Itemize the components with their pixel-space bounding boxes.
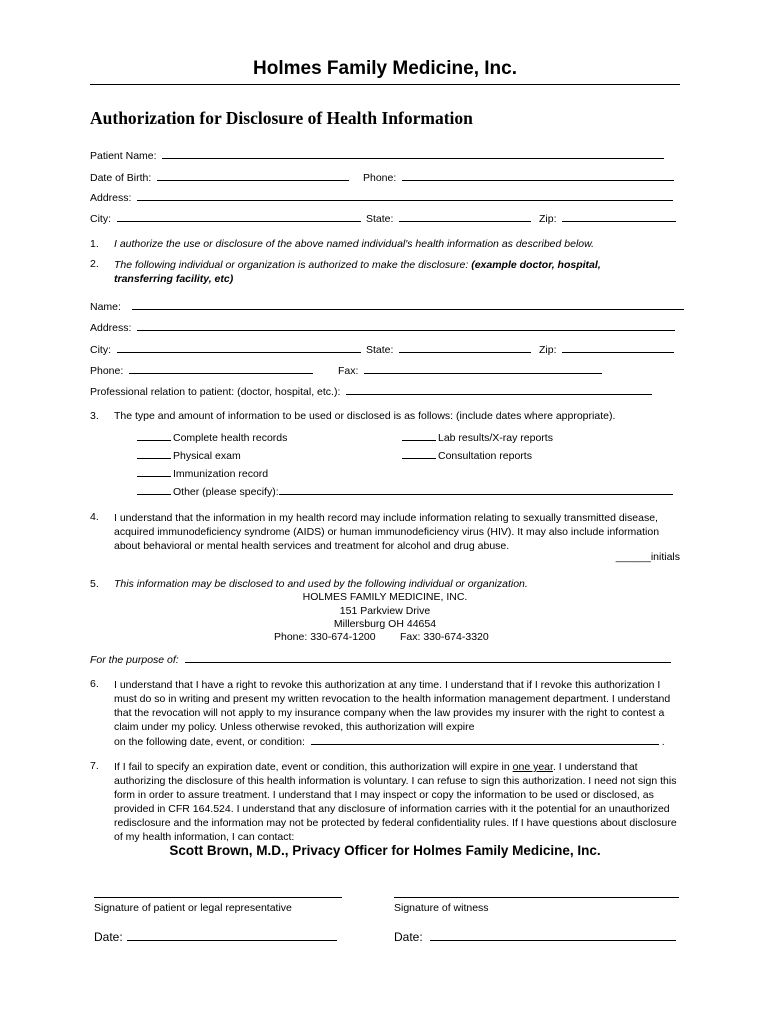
patient-address-label: Address: <box>90 192 132 204</box>
patient-state-field[interactable] <box>399 211 531 222</box>
recipient-name: HOLMES FAMILY MEDICINE, INC. <box>302 591 468 603</box>
discloser-state-label: State: <box>366 344 394 356</box>
patient-dob-row <box>90 170 349 184</box>
patient-dob-field[interactable] <box>157 170 349 181</box>
witness-date-field[interactable] <box>430 930 676 941</box>
discloser-state-field[interactable] <box>399 342 531 353</box>
patient-phone-field[interactable] <box>402 170 674 181</box>
option-label: Complete health records <box>173 432 288 444</box>
discloser-phone-field[interactable] <box>129 363 313 374</box>
purpose-field[interactable] <box>185 652 671 663</box>
discloser-name-field[interactable] <box>132 299 684 310</box>
patient-name-field[interactable] <box>162 148 664 159</box>
form-heading: Authorization for Disclosure of Health Information <box>90 108 473 128</box>
recipient-fax: Fax: 330-674-3320 <box>400 631 489 643</box>
option-other[interactable] <box>137 484 673 498</box>
item-5-text: This information may be disclosed to and used by the following individual or organization. <box>114 578 528 590</box>
expiration-row <box>114 734 665 748</box>
witness-date-row <box>394 930 676 944</box>
checkbox-blank[interactable] <box>137 484 171 495</box>
option-label: Other (please specify): <box>173 486 279 498</box>
option-physical-exam[interactable] <box>137 448 241 462</box>
item-1-text: I authorize the use or disclosure of the above named individual's health information as described below. <box>114 238 595 250</box>
checkbox-blank[interactable] <box>137 466 171 477</box>
expiration-label: on the following date, event, or condition: <box>114 736 305 748</box>
item-5-number: 5. <box>90 578 99 590</box>
header-rule <box>90 84 680 85</box>
recipient-city: Millersburg OH 44654 <box>333 618 437 630</box>
discloser-fax-row <box>338 363 602 377</box>
item-1-number: 1. <box>90 238 99 250</box>
item-6-text: I understand that I have a right to revoke this authorization at any time. I understand that if I revoke this authorization I must do so in writing and present my written revocation to the health information management department. I understand that the revocation will not apply to my insurance company when the law provides my insurer with the right to contest a claim under my policy. Unless otherwise revoked, this authorization will expire <box>114 679 671 733</box>
patient-phone-row <box>363 170 674 184</box>
option-complete-records[interactable] <box>137 430 287 444</box>
checkbox-blank[interactable] <box>137 448 171 459</box>
patient-address-field[interactable] <box>137 190 673 201</box>
witness-date-label: Date: <box>394 930 423 944</box>
relation-field[interactable] <box>346 384 652 395</box>
privacy-officer-contact: Scott Brown, M.D., Privacy Officer for Holmes Family Medicine, Inc. <box>169 843 601 858</box>
item-7-before: If I fail to specify an expiration date, event or condition, this authorization will expire in <box>114 761 510 773</box>
option-label: Consultation reports <box>438 450 532 462</box>
item-2-example: (example doctor, hospital, transferring facility, etc) <box>114 259 601 285</box>
item-2-text <box>114 258 644 286</box>
item-6-number: 6. <box>90 678 99 690</box>
discloser-city-label: City: <box>90 344 111 356</box>
option-lab-results[interactable] <box>402 430 553 444</box>
discloser-address-field[interactable] <box>137 320 675 331</box>
discloser-zip-row <box>539 342 674 356</box>
patient-city-label: City: <box>90 213 111 225</box>
discloser-phone-row <box>90 363 313 377</box>
item-2-number: 2. <box>90 258 99 270</box>
patient-state-label: State: <box>366 213 394 225</box>
patient-signature-label: Signature of patient or legal representative <box>94 902 292 914</box>
patient-name-label: Patient Name: <box>90 150 157 162</box>
discloser-address-row <box>90 320 675 334</box>
discloser-address-label: Address: <box>90 322 132 334</box>
patient-address-row <box>90 190 673 204</box>
discloser-phone-label: Phone: <box>90 365 124 377</box>
patient-date-label: Date: <box>94 930 123 944</box>
item-3-number: 3. <box>90 410 99 422</box>
item-3-text: The type and amount of information to be used or disclosed is as follows: (include dates where appropriate). <box>114 410 616 422</box>
item-4-text: I understand that the information in my health record may include information relating to sexually transmitted disease, acquired immunodeficiency syndrome (AIDS) or human immunodeficiency virus (HIV). It may also include information about behavioral or mental health services and treatment for alcohol and drug abuse. <box>114 512 660 552</box>
other-specify-field[interactable] <box>279 484 673 495</box>
checkbox-blank[interactable] <box>402 430 436 441</box>
option-immunization[interactable] <box>137 466 268 480</box>
relation-label: Professional relation to patient: (doctor, hospital, etc.): <box>90 386 341 398</box>
patient-phone-label: Phone: <box>363 172 397 184</box>
discloser-name-row <box>90 299 684 313</box>
patient-city-row <box>90 211 361 225</box>
option-label: Physical exam <box>173 450 241 462</box>
period-mark: . <box>658 736 665 748</box>
checkbox-blank[interactable] <box>402 448 436 459</box>
witness-signature-line[interactable] <box>394 897 679 898</box>
initials-field[interactable]: ______initials <box>615 551 680 563</box>
discloser-fax-label: Fax: <box>338 365 359 377</box>
option-consultation[interactable] <box>402 448 532 462</box>
patient-city-field[interactable] <box>117 211 361 222</box>
discloser-zip-field[interactable] <box>562 342 674 353</box>
discloser-fax-field[interactable] <box>364 363 602 374</box>
witness-signature-label: Signature of witness <box>394 902 489 914</box>
discloser-zip-label: Zip: <box>539 344 557 356</box>
option-label: Immunization record <box>173 468 269 480</box>
recipient-phone: Phone: 330-674-1200 <box>274 631 376 643</box>
option-label: Lab results/X-ray reports <box>438 432 553 444</box>
item-4-number: 4. <box>90 511 99 523</box>
patient-dob-label: Date of Birth: <box>90 172 152 184</box>
discloser-city-row <box>90 342 361 356</box>
discloser-city-field[interactable] <box>117 342 361 353</box>
patient-signature-line[interactable] <box>94 897 342 898</box>
patient-zip-label: Zip: <box>539 213 557 225</box>
checkbox-blank[interactable] <box>137 430 171 441</box>
item-7-one-year: one year <box>512 761 553 773</box>
relation-row <box>90 384 652 398</box>
item-2-main: The following individual or organization is authorized to make the disclosure: <box>114 259 469 271</box>
purpose-row <box>90 652 671 666</box>
patient-date-row <box>94 930 337 944</box>
recipient-street: 151 Parkview Drive <box>339 605 431 617</box>
patient-zip-row <box>539 211 676 225</box>
item-7-text <box>114 760 680 844</box>
patient-state-row <box>366 211 531 225</box>
expiration-field[interactable] <box>311 734 659 745</box>
item-7-number: 7. <box>90 760 99 772</box>
discloser-state-row <box>366 342 531 356</box>
patient-zip-field[interactable] <box>562 211 676 222</box>
patient-name-row <box>90 148 664 162</box>
item-7-after: . I understand that authorizing the disclosure of this health information is voluntary. I can refuse to sign this authorization. I need not sign this form in order to assure treatment. I understand that I may inspect or copy the information to be used or disclosed, as provided in CFR 164.524. I understand that any disclosure of information carries with it the potential for an unauthorized redisclosure and the information may not be protected by federal confidentiality rules. If I have questions about disclosure of my health information, I can contact: <box>114 761 677 843</box>
org-title: Holmes Family Medicine, Inc. <box>253 58 517 79</box>
purpose-label: For the purpose of: <box>90 654 179 666</box>
discloser-name-label: Name: <box>90 301 121 313</box>
patient-date-field[interactable] <box>127 930 337 941</box>
